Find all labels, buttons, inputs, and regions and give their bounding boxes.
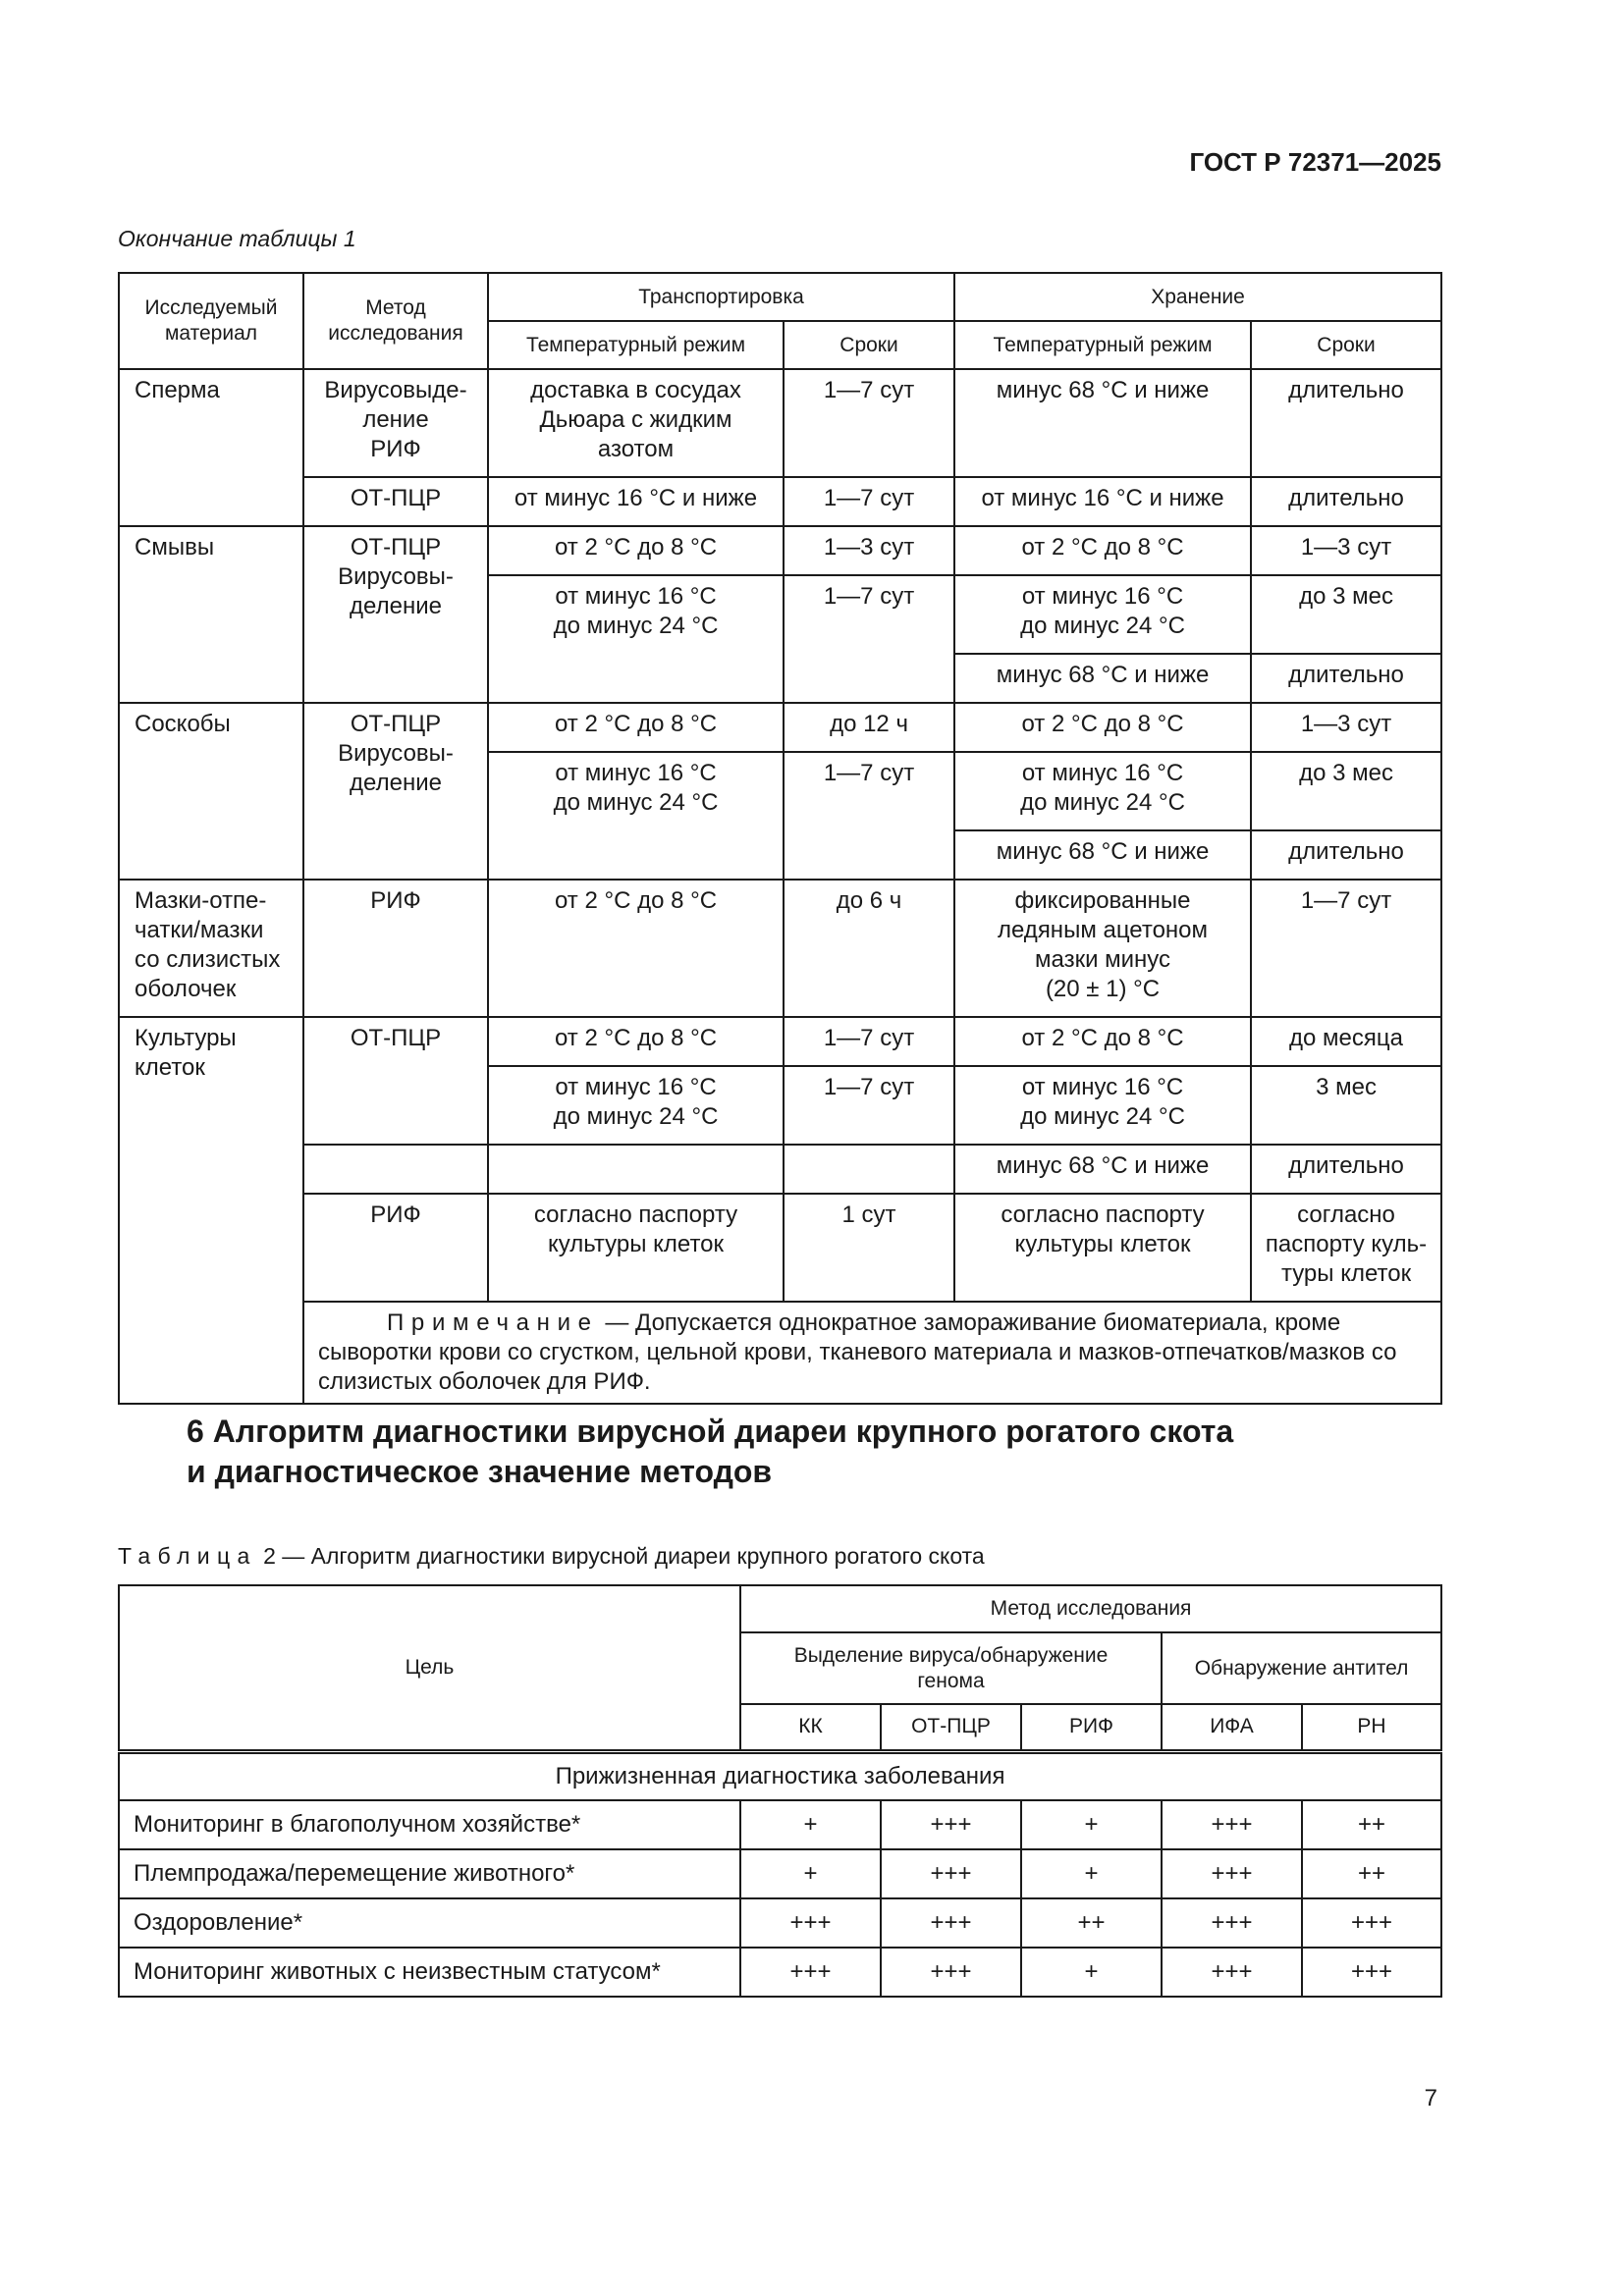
storage-term-cell: согласно паспорту куль- туры клеток — [1251, 1194, 1441, 1302]
transport-temp-cell: согласно паспорту культуры клеток — [488, 1194, 784, 1302]
transport-temp-cell: от 2 °С до 8 °С — [488, 1017, 784, 1066]
storage-term-cell: длительно — [1251, 477, 1441, 526]
header-storage-temp: Температурный режим — [954, 321, 1251, 369]
table-row — [119, 1898, 1441, 1948]
page-number: 7 — [1424, 2085, 1437, 2111]
transport-term-cell: 1—7 сут — [784, 1066, 954, 1145]
storage-term-cell: длительно — [1251, 1145, 1441, 1194]
diagnostic-algorithm-table — [118, 1584, 1442, 1998]
storage-temp-cell: от минус 16 °С до минус 24 °С — [954, 752, 1251, 830]
header-col-rif: РИФ — [1021, 1704, 1162, 1751]
value-cell: ++ — [1021, 1898, 1162, 1948]
header-col-rn: РН — [1302, 1704, 1441, 1751]
header-antibodies: Обнаружение антител — [1162, 1632, 1441, 1704]
transport-term-cell: 1 сут — [784, 1194, 954, 1302]
value-cell: +++ — [740, 1898, 881, 1948]
storage-term-cell: до 3 мес — [1251, 575, 1441, 654]
transport-term-cell: 1—3 сут — [784, 526, 954, 575]
storage-temp-cell: от 2 °С до 8 °С — [954, 526, 1251, 575]
empty-cell — [784, 1145, 954, 1194]
header-method: Метод исследования — [740, 1585, 1441, 1632]
transport-term-cell: до 12 ч — [784, 703, 954, 752]
header-col-ot-pcr: ОТ-ПЦР — [881, 1704, 1021, 1751]
document-code: ГОСТ Р 72371—2025 — [1189, 147, 1441, 177]
transport-temp-cell: от минус 16 °С до минус 24 °С — [488, 752, 784, 880]
storage-temp-cell: минус 68 °С и ниже — [954, 830, 1251, 880]
method-cell: РИФ — [303, 1194, 488, 1302]
header-goal: Цель — [119, 1585, 740, 1751]
goal-cell: Оздоровление* — [119, 1898, 740, 1948]
note-label: Примечание — [387, 1309, 599, 1336]
method-cell: ОТ-ПЦР Вирусовы- деление — [303, 703, 488, 880]
storage-term-cell: длительно — [1251, 654, 1441, 703]
storage-temp-cell: минус 68 °С и ниже — [954, 1145, 1251, 1194]
empty-cell — [303, 1145, 488, 1194]
storage-term-cell: 3 мес — [1251, 1066, 1441, 1145]
storage-temp-cell: от минус 16 °С до минус 24 °С — [954, 1066, 1251, 1145]
value-cell: +++ — [881, 1849, 1021, 1898]
material-cell: Культуры клеток — [119, 1017, 303, 1404]
storage-temp-cell: минус 68 °С и ниже — [954, 654, 1251, 703]
value-cell: ++ — [1302, 1849, 1441, 1898]
transport-temp-cell: от 2 °С до 8 °С — [488, 703, 784, 752]
storage-term-cell: длительно — [1251, 830, 1441, 880]
material-cell: Соскобы — [119, 703, 303, 880]
header-transport-temp: Температурный режим — [488, 321, 784, 369]
value-cell: + — [1021, 1849, 1162, 1898]
transport-temp-cell: доставка в сосудах Дьюара с жидким азотом — [488, 369, 784, 477]
storage-temp-cell: от минус 16 °С до минус 24 °С — [954, 575, 1251, 654]
transport-temp-cell: от минус 16 °С до минус 24 °С — [488, 1066, 784, 1145]
value-cell: +++ — [1162, 1849, 1302, 1898]
value-cell: +++ — [881, 1800, 1021, 1849]
storage-temp-cell: согласно паспорту культуры клеток — [954, 1194, 1251, 1302]
transport-temp-cell: от минус 16 °С до минус 24 °С — [488, 575, 784, 703]
storage-term-cell: до 3 мес — [1251, 752, 1441, 830]
value-cell: +++ — [881, 1898, 1021, 1948]
value-cell: +++ — [1162, 1948, 1302, 1997]
storage-conditions-table — [118, 272, 1442, 1405]
material-cell: Смывы — [119, 526, 303, 703]
note-text: — Допускается однократное замораживание биоматериала, кроме сыворотки крови со сгустком, цельной крови, тканевого материала и мазков-отпечатков/мазков со слизистых оболочек для РИФ. — [318, 1309, 1397, 1395]
value-cell: + — [740, 1849, 881, 1898]
storage-temp-cell: фиксированные ледяным ацетоном мазки минус (20 ± 1) °С — [954, 880, 1251, 1017]
table2-caption — [118, 1543, 985, 1570]
transport-temp-cell: от 2 °С до 8 °С — [488, 880, 784, 1017]
value-cell: +++ — [881, 1948, 1021, 1997]
header-storage-terms: Сроки — [1251, 321, 1441, 369]
value-cell: +++ — [740, 1948, 881, 1997]
storage-temp-cell: минус 68 °С и ниже — [954, 369, 1251, 477]
storage-term-cell: длительно — [1251, 369, 1441, 477]
material-cell: Сперма — [119, 369, 303, 526]
table-row — [119, 1948, 1441, 1997]
goal-cell: Мониторинг в благополучном хозяйстве* — [119, 1800, 740, 1849]
header-method: Метод исследования — [303, 273, 488, 369]
table-note — [303, 1302, 1441, 1404]
table-row — [119, 1849, 1441, 1898]
header-material: Исследуемый материал — [119, 273, 303, 369]
method-cell: ОТ-ПЦР Вирусовы- деление — [303, 526, 488, 703]
value-cell: + — [1021, 1800, 1162, 1849]
goal-cell: Мониторинг животных с неизвестным статусом* — [119, 1948, 740, 1997]
transport-term-cell: до 6 ч — [784, 880, 954, 1017]
value-cell: +++ — [1302, 1898, 1441, 1948]
storage-term-cell: до месяца — [1251, 1017, 1441, 1066]
table-continuation-label: Окончание таблицы 1 — [118, 226, 356, 251]
storage-term-cell: 1—7 сут — [1251, 880, 1441, 1017]
transport-term-cell: 1—7 сут — [784, 575, 954, 703]
table2-caption-label: Таблица — [118, 1543, 257, 1569]
header-transport: Транспортировка — [488, 273, 954, 321]
material-cell: Мазки-отпе- чатки/мазки со слизистых оболочек — [119, 880, 303, 1017]
header-isolation: Выделение вируса/обнаружение генома — [740, 1632, 1162, 1704]
transport-term-cell: 1—7 сут — [784, 1017, 954, 1066]
storage-temp-cell: от минус 16 °С и ниже — [954, 477, 1251, 526]
table2-caption-text: 2 — Алгоритм диагностики вирусной диареи крупного рогатого скота — [256, 1543, 985, 1569]
header-col-ifa: ИФА — [1162, 1704, 1302, 1751]
value-cell: ++ — [1302, 1800, 1441, 1849]
method-cell: ОТ-ПЦР — [303, 1017, 488, 1145]
section-heading-line-2: и диагностическое значение методов — [187, 1454, 773, 1489]
section-row: Прижизненная диагностика заболевания — [119, 1751, 1441, 1800]
transport-temp-cell: от 2 °С до 8 °С — [488, 526, 784, 575]
header-col-kk: КК — [740, 1704, 881, 1751]
transport-temp-cell: от минус 16 °С и ниже — [488, 477, 784, 526]
section-heading-line-1: 6 Алгоритм диагностики вирусной диареи крупного рогатого скота — [187, 1414, 1234, 1449]
transport-term-cell: 1—7 сут — [784, 369, 954, 477]
value-cell: + — [740, 1800, 881, 1849]
method-cell: РИФ — [303, 880, 488, 1017]
value-cell: + — [1021, 1948, 1162, 1997]
storage-term-cell: 1—3 сут — [1251, 703, 1441, 752]
storage-term-cell: 1—3 сут — [1251, 526, 1441, 575]
value-cell: +++ — [1162, 1800, 1302, 1849]
goal-cell: Племпродажа/перемещение животного* — [119, 1849, 740, 1898]
section-heading — [187, 1412, 1404, 1492]
method-cell: ОТ-ПЦР — [303, 477, 488, 526]
header-storage: Хранение — [954, 273, 1441, 321]
value-cell: +++ — [1302, 1948, 1441, 1997]
value-cell: +++ — [1162, 1898, 1302, 1948]
header-transport-terms: Сроки — [784, 321, 954, 369]
method-cell: Вирусовыде- ление РИФ — [303, 369, 488, 477]
table-row — [119, 1800, 1441, 1849]
transport-term-cell: 1—7 сут — [784, 477, 954, 526]
transport-term-cell: 1—7 сут — [784, 752, 954, 880]
storage-temp-cell: от 2 °С до 8 °С — [954, 703, 1251, 752]
empty-cell — [488, 1145, 784, 1194]
storage-temp-cell: от 2 °С до 8 °С — [954, 1017, 1251, 1066]
